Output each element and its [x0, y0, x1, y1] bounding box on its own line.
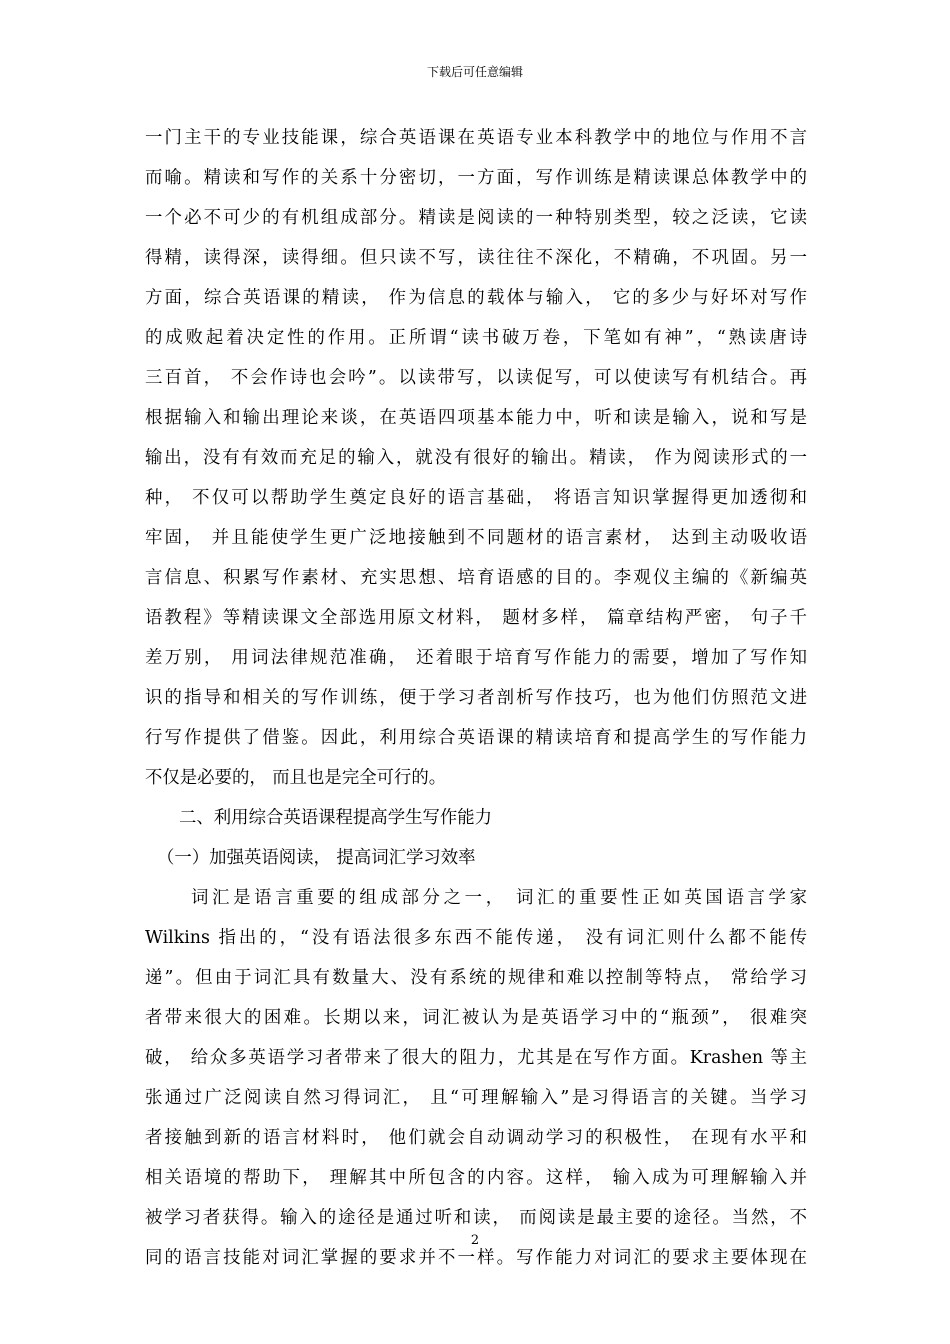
- body-line: 识的指导和相关的写作训练，便于学习者剖析写作技巧，也为他们仿照范文进: [145, 688, 807, 708]
- body-line: 语教程》等精读课文全部选用原文材料， 题材多样， 篇章结构严密， 句子千: [145, 608, 807, 628]
- body-line: 种， 不仅可以帮助学生奠定良好的语言基础， 将语言知识掌握得更加透彻和: [145, 488, 807, 508]
- section-heading: 二、利用综合英语课程提高学生写作能力: [179, 808, 493, 828]
- body-line: 被学习者获得。输入的途径是通过听和读， 而阅读是最主要的途径。当然，不: [145, 1208, 807, 1228]
- body-line: 破， 给众多英语学习者带来了很大的阻力，尤其是在写作方面。Krashen 等主: [145, 1048, 807, 1068]
- body-line: Wilkins 指出的，“没有语法很多东西不能传递， 没有词汇则什么都不能传: [145, 928, 807, 948]
- body-line: 者接触到新的语言材料时， 他们就会自动调动学习的积极性， 在现有水平和: [145, 1128, 807, 1148]
- subsection-heading: （一）加强英语阅读， 提高词汇学习效率: [157, 848, 476, 868]
- body-line: 同的语言技能对词汇掌握的要求并不一样。写作能力对词汇的要求主要体现在: [145, 1248, 807, 1268]
- body-line: 一个必不可少的有机组成部分。精读是阅读的一种特别类型，较之泛读，它读: [145, 208, 807, 228]
- body-line: 相关语境的帮助下， 理解其中所包含的内容。这样， 输入成为可理解输入并: [145, 1168, 807, 1188]
- body-line: 一门主干的专业技能课，综合英语课在英语专业本科教学中的地位与作用不言: [145, 128, 807, 148]
- body-line: 者带来很大的困难。长期以来，词汇被认为是英语学习中的“瓶颈”， 很难突: [145, 1008, 807, 1028]
- document-body: [145, 118, 807, 1278]
- body-line: 方面，综合英语课的精读， 作为信息的载体与输入， 它的多少与好坏对写作: [145, 288, 807, 308]
- body-line: 行写作提供了借鉴。因此，利用综合英语课的精读培育和提高学生的写作能力: [145, 728, 807, 748]
- body-line: 三百首， 不会作诗也会吟”。以读带写，以读促写，可以使读写有机结合。再: [145, 368, 807, 388]
- body-line: 差万别， 用词法律规范准确， 还着眼于培育写作能力的需要，增加了写作知: [145, 648, 807, 668]
- body-line: 不仅是必要的， 而且也是完全可行的。: [145, 768, 447, 788]
- body-line: 递”。但由于词汇具有数量大、没有系统的规律和难以控制等特点， 常给学习: [145, 968, 807, 988]
- body-line: 而喻。精读和写作的关系十分密切，一方面，写作训练是精读课总体教学中的: [145, 168, 807, 188]
- page-number: 2: [470, 1233, 480, 1248]
- body-line: 输出，没有有效而充足的输入，就没有很好的输出。精读， 作为阅读形式的一: [145, 448, 807, 468]
- body-line: 词汇是语言重要的组成部分之一， 词汇的重要性正如英国语言学家: [191, 888, 807, 908]
- page-header: 下载后可任意编辑: [426, 65, 523, 79]
- body-line: 牢固， 并且能使学生更广泛地接触到不同题材的语言素材， 达到主动吸收语: [145, 528, 807, 548]
- body-line: 张通过广泛阅读自然习得词汇， 且“可理解输入”是习得语言的关键。当学习: [145, 1088, 807, 1108]
- body-line: 言信息、积累写作素材、充实思想、培育语感的目的。李观仪主编的《新编英: [145, 568, 807, 588]
- body-line: 根据输入和输出理论来谈，在英语四项基本能力中，听和读是输入，说和写是: [145, 408, 807, 428]
- body-line: 得精，读得深，读得细。但只读不写，读往往不深化，不精确，不巩固。另一: [145, 248, 807, 268]
- body-line: 的成败起着决定性的作用。正所谓“读书破万卷，下笔如有神”，“熟读唐诗: [145, 328, 807, 348]
